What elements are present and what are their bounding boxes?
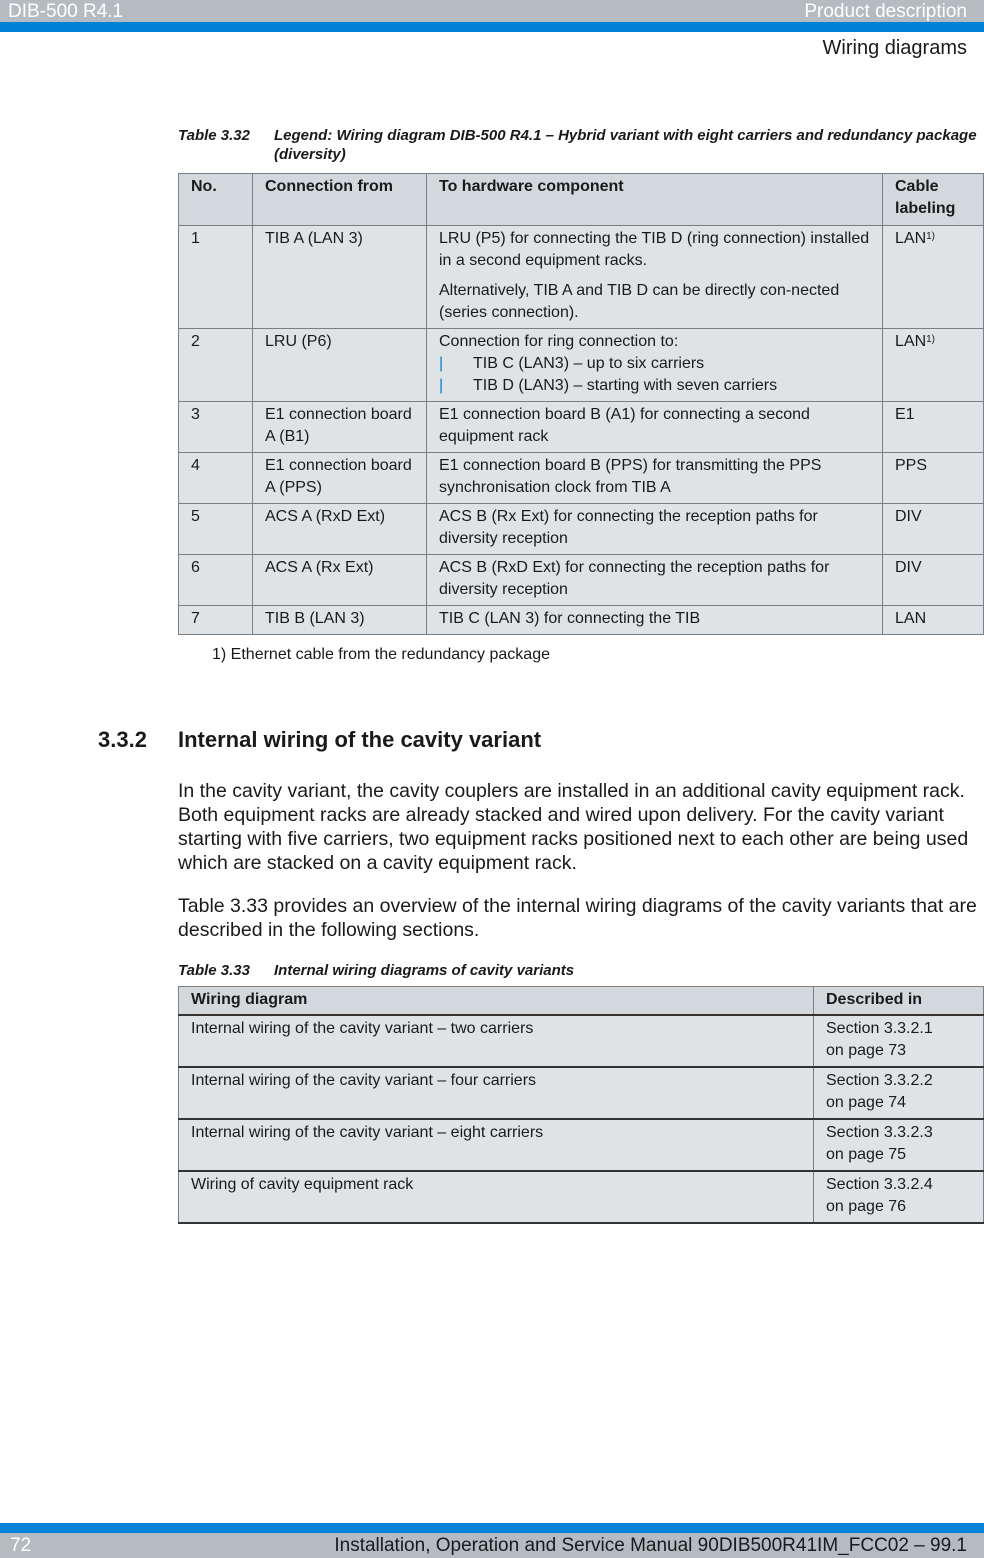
cell-label: PPS	[883, 453, 984, 504]
table-number: Table 3.33	[178, 962, 250, 979]
cell-diagram: Internal wiring of the cavity variant – four carriers	[179, 1067, 814, 1119]
section-running-title: Wiring diagrams	[822, 37, 967, 59]
cell-to	[427, 226, 883, 329]
table-row	[179, 555, 984, 606]
cell-label: LAN	[883, 606, 984, 635]
ref-section[interactable]: Section 3.3.2.4	[826, 1175, 933, 1193]
cell-no: 5	[179, 504, 253, 555]
legend-table	[178, 173, 984, 635]
cell-to: ACS B (Rx Ext) for connecting the reception paths for diversity reception	[427, 504, 883, 555]
table-row	[179, 1119, 984, 1171]
table-title: Legend: Wiring diagram DIB-500 R4.1 – Hybrid variant with eight carriers and redundancy package (diversity)	[274, 127, 977, 163]
table-number: Table 3.32	[178, 127, 250, 144]
table-row	[179, 453, 984, 504]
cell-to: E1 connection board B (PPS) for transmitting the PPS synchronisation clock from TIB A	[427, 453, 883, 504]
cell-from: ACS A (Rx Ext)	[253, 555, 427, 606]
cell-from: TIB B (LAN 3)	[253, 606, 427, 635]
table-caption	[178, 126, 980, 164]
column-header: Described in	[814, 987, 984, 1015]
footnote-ref: 1)	[926, 334, 936, 345]
cell-to: E1 connection board B (A1) for connecting a second equipment rack	[427, 402, 883, 453]
cell-diagram: Internal wiring of the cavity variant – two carriers	[179, 1015, 814, 1067]
column-header: No.	[179, 174, 253, 226]
column-header: Wiring diagram	[179, 987, 814, 1015]
column-header: To hardware component	[427, 174, 883, 226]
cell-text: LRU (P5) for connecting the TIB D (ring connection) installed in a second equipment racks.	[439, 230, 870, 269]
table-footnote: 1) Ethernet cable from the redundancy package	[212, 646, 550, 663]
table-row	[179, 606, 984, 635]
cell-label	[883, 226, 984, 329]
table-caption	[178, 961, 574, 980]
table-row	[179, 329, 984, 402]
ref-section[interactable]: Section 3.3.2.3	[826, 1123, 933, 1141]
cross-reference-link[interactable]	[814, 1171, 984, 1223]
ref-page[interactable]: on page 74	[826, 1093, 907, 1111]
cell-no: 2	[179, 329, 253, 402]
table-row	[179, 402, 984, 453]
table-header-row	[179, 987, 984, 1015]
cell-no: 7	[179, 606, 253, 635]
cell-no: 6	[179, 555, 253, 606]
ref-section[interactable]: Section 3.3.2.2	[826, 1071, 933, 1089]
cell-no: 4	[179, 453, 253, 504]
cell-to: TIB C (LAN 3) for connecting the TIB	[427, 606, 883, 635]
footnote-ref: 1)	[926, 231, 936, 242]
section-heading	[98, 727, 541, 753]
cell-text: Connection for ring connection to:	[439, 333, 679, 350]
cell-diagram: Internal wiring of the cavity variant – eight carriers	[179, 1119, 814, 1171]
cell-text: Alternatively, TIB A and TIB D can be directly con-nected (series connection).	[439, 282, 840, 321]
table-header-row	[179, 174, 984, 226]
table-row	[179, 1067, 984, 1119]
ref-page[interactable]: on page 75	[826, 1145, 907, 1163]
list-item-text: TIB C (LAN3) – up to six carriers	[473, 355, 705, 372]
section-title: Internal wiring of the cavity variant	[178, 727, 542, 752]
bullet-bar-icon: |	[439, 377, 444, 394]
ref-section[interactable]: Section 3.3.2.1	[826, 1019, 933, 1037]
cell-diagram: Wiring of cavity equipment rack	[179, 1171, 814, 1223]
cell-from: LRU (P6)	[253, 329, 427, 402]
section-number: 3.3.2	[98, 727, 147, 752]
document-title: DIB-500 R4.1	[8, 1, 124, 22]
chapter-title: Product description	[804, 1, 967, 22]
list-item-text: TIB D (LAN3) – starting with seven carriers	[473, 377, 778, 394]
list-item	[439, 353, 872, 375]
cross-reference-link[interactable]	[814, 1015, 984, 1067]
table-title: Internal wiring diagrams of cavity variants	[274, 962, 575, 979]
cell-from: TIB A (LAN 3)	[253, 226, 427, 329]
cell-from: E1 connection board A (B1)	[253, 402, 427, 453]
wiring-diagram-table	[178, 986, 984, 1224]
cell-to	[427, 329, 883, 402]
cell-label: DIV	[883, 555, 984, 606]
cross-reference-link[interactable]	[814, 1067, 984, 1119]
label-text: LAN	[895, 230, 927, 247]
label-text: LAN	[895, 333, 927, 350]
cell-label: DIV	[883, 504, 984, 555]
bullet-bar-icon: |	[439, 355, 444, 372]
cell-no: 3	[179, 402, 253, 453]
document-reference: Installation, Operation and Service Manual 90DIB500R41IM_FCC02 – 99.1	[334, 1535, 967, 1556]
header-accent-line	[0, 22, 984, 32]
footer-accent-line	[0, 1523, 984, 1533]
body-paragraph: In the cavity variant, the cavity couplers are installed in an additional cavity equipment rack. Both equipment racks are already stacked and wired upon delivery. For the cavity variant starting with five carriers, two equipment racks positioned next to each other are being used which are stacked on a cavity equipment rack.	[178, 780, 969, 874]
table-row	[179, 1015, 984, 1067]
column-header: Cable labeling	[883, 174, 984, 226]
cell-to: ACS B (RxD Ext) for connecting the reception paths for diversity reception	[427, 555, 883, 606]
list-item	[439, 375, 872, 397]
table-row	[179, 1171, 984, 1223]
table-row	[179, 226, 984, 329]
ref-page[interactable]: on page 76	[826, 1197, 907, 1215]
table-row	[179, 504, 984, 555]
cell-no: 1	[179, 226, 253, 329]
ref-page[interactable]: on page 73	[826, 1041, 907, 1059]
cross-reference-link[interactable]	[814, 1119, 984, 1171]
column-header: Connection from	[253, 174, 427, 226]
cell-label	[883, 329, 984, 402]
body-paragraph: Table 3.33 provides an overview of the internal wiring diagrams of the cavity variants that are described in the following sections.	[178, 895, 977, 941]
page-number: 72	[10, 1535, 32, 1556]
cell-label: E1	[883, 402, 984, 453]
cell-from: E1 connection board A (PPS)	[253, 453, 427, 504]
cell-from: ACS A (RxD Ext)	[253, 504, 427, 555]
